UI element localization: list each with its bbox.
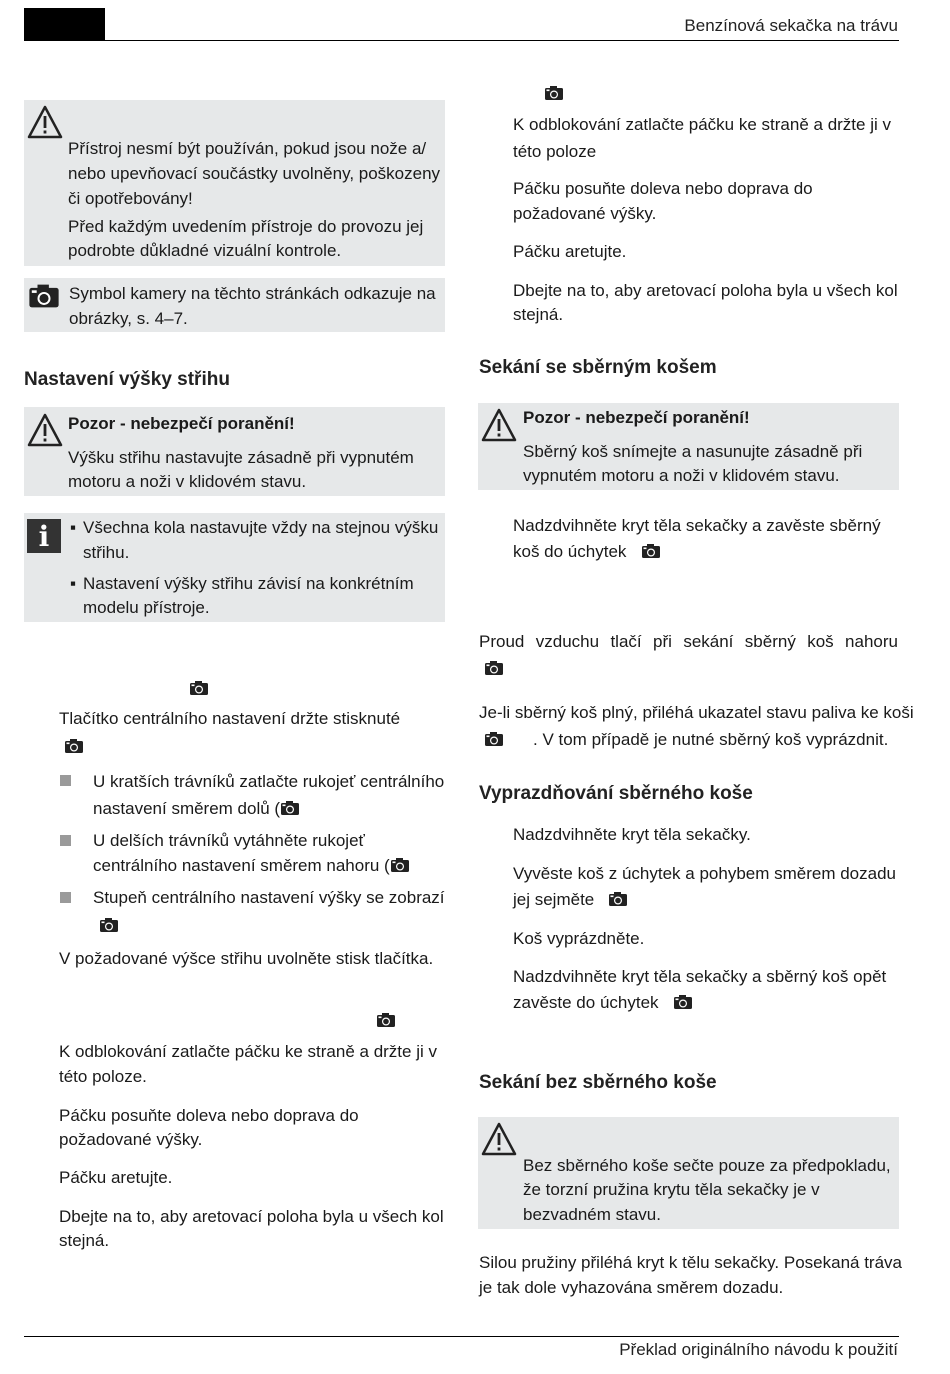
release-text: V požadované výšce střihu uvolněte stisk tlačítka. [59, 949, 434, 968]
page-footer-text: Překlad originálního návodu k použití [619, 1340, 898, 1359]
central-button-text: Tlačítko centrálního nastavení držte stisknuté [59, 709, 401, 728]
list-item-line: U kratších trávníků zatlačte rukojeť centrálního [93, 772, 445, 791]
lever-step-line: K odblokování zatlačte páčku ke straně a držte ji v [513, 115, 891, 134]
header-rule [24, 40, 899, 41]
camera-icon [99, 917, 119, 933]
lever-step-line: Páčku aretujte. [513, 242, 627, 261]
warning-text-line: nebo upevňovací součástky uvolněny, poškozeny [68, 164, 441, 183]
info-bullet: ▪ [70, 574, 77, 593]
section-heading-catcher: Sekání se sběrným košem [479, 357, 717, 378]
info-item-line: Všechna kola nastavujte vždy na stejnou výšku [83, 518, 439, 537]
spring-text-line: Silou pružiny přiléhá kryt k tělu sekačky. Posekaná tráva [479, 1253, 902, 1272]
empty-step-line [513, 991, 693, 1015]
info-item-line: modelu přístroje. [83, 598, 210, 617]
list-item-line: U delších trávníků vytáhněte rukojeť [93, 831, 365, 850]
section-heading-cut-height: Nastavení výšky střihu [24, 369, 230, 390]
warning-text-line: Před každým uvedením přístroje do provozu jej [68, 217, 424, 236]
camera-icon [673, 994, 693, 1010]
info-box [24, 513, 445, 622]
footer-rule [24, 1336, 899, 1337]
warning-text-line: podrobte důkladné vizuální kontrole. [68, 241, 342, 260]
warning-box [24, 407, 445, 496]
airflow-text: Proud vzduchu tlačí při sekání sběrný koš nahoru [479, 632, 898, 651]
warning-box [478, 403, 899, 490]
list-bullet-square [60, 775, 71, 786]
lever-step-line: Páčku aretujte. [59, 1168, 173, 1187]
section-heading-emptying: Vyprazdňování sběrného koše [479, 783, 753, 804]
catcher-full-text: . V tom případě je nutné sběrný koš vyprázdnit. [533, 730, 889, 749]
warning-text-line: Bez sběrného koše sečte pouze za předpokladu, [523, 1156, 891, 1175]
lever-step-line: Dbejte na to, aby aretovací poloha byla u všech kol [513, 281, 898, 300]
list-bullet-square [60, 892, 71, 903]
warning-title: Pozor - nebezpečí poranění! [523, 408, 750, 427]
warning-triangle-icon [481, 1122, 517, 1156]
warning-text-line: Přístroj nesmí být používán, pokud jsou nože a/ [68, 139, 427, 158]
empty-step-line: Koš vyprázdněte. [513, 929, 645, 948]
camera-icon [484, 660, 504, 676]
list-bullet-square [60, 835, 71, 846]
camera-icon [280, 800, 300, 816]
empty-step-text: zavěste do úchytek [513, 993, 659, 1012]
camera-icon [189, 680, 209, 696]
camera-note-box [24, 278, 445, 332]
header-black-tab [24, 8, 105, 40]
empty-step-text: jej sejměte [513, 890, 595, 909]
warning-text-line: bezvadném stavu. [523, 1205, 661, 1224]
warning-text-line: či opotřebovány! [68, 189, 193, 208]
list-item-text: nastavení směrem dolů ( [93, 799, 281, 818]
camera-icon [390, 857, 410, 873]
info-icon: i [27, 519, 61, 553]
lever-step-line: této poloze. [59, 1067, 147, 1086]
empty-step-line: Nadzdvihněte kryt těla sekačky a sběrný koš opět [513, 967, 887, 986]
lever-step-line: Páčku posuňte doleva nebo doprava do [59, 1106, 359, 1125]
warning-text-line: Sběrný koš snímejte a nasunujte zásadně při [523, 442, 863, 461]
warning-text-line: motoru a noži v klidovém stavu. [68, 472, 307, 491]
info-item-line: střihu. [83, 543, 130, 562]
camera-icon [608, 891, 628, 907]
camera-icon [641, 543, 661, 559]
empty-step-line [513, 888, 628, 912]
empty-step-line: Vyvěste koš z úchytek a pohybem směrem dozadu [513, 864, 896, 883]
camera-note-line: Symbol kamery na těchto stránkách odkazuje na [69, 284, 436, 303]
attach-text-line [513, 540, 661, 564]
warning-box [24, 100, 445, 266]
info-bullet: ▪ [70, 518, 77, 537]
lever-step-line: této poloze [513, 142, 597, 161]
camera-note-line: obrázky, s. 4–7. [69, 309, 188, 328]
warning-triangle-icon [481, 408, 517, 442]
page-header-title: Benzínová sekačka na trávu [684, 16, 898, 35]
camera-icon [26, 283, 62, 309]
catcher-full-text: Je-li sběrný koš plný, přiléhá ukazatel stavu paliva ke koši [479, 703, 914, 722]
camera-icon [484, 731, 504, 747]
attach-text: koš do úchytek [513, 542, 627, 561]
lever-step-line: požadované výšky. [513, 204, 657, 223]
lever-step-line: K odblokování zatlačte páčku ke straně a držte ji v [59, 1042, 437, 1061]
list-item-line [93, 797, 300, 821]
lever-step-line: požadované výšky. [59, 1130, 203, 1149]
warning-triangle-icon [27, 105, 63, 139]
camera-icon [376, 1012, 396, 1028]
lever-step-line: stejná. [59, 1231, 110, 1250]
warning-text-line: Výšku střihu nastavujte zásadně při vypnutém [68, 448, 414, 467]
warning-triangle-icon [27, 413, 63, 447]
list-item-text: centrálního nastavení směrem nahoru ( [93, 856, 390, 875]
spring-text-line: je tak dole vyhazována směrem dozadu. [479, 1278, 784, 1297]
attach-text-line: Nadzdvihněte kryt těla sekačky a zavěste sběrný [513, 516, 881, 535]
section-heading-no-catcher: Sekání bez sběrného koše [479, 1072, 717, 1093]
warning-text-line: vypnutém motoru a noži v klidovém stavu. [523, 466, 840, 485]
camera-icon [544, 85, 564, 101]
lever-step-line: Páčku posuňte doleva nebo doprava do [513, 179, 813, 198]
list-item-line: Stupeň centrálního nastavení výšky se zobrazí [93, 888, 445, 907]
warning-title: Pozor - nebezpečí poranění! [68, 414, 295, 433]
camera-icon [64, 738, 84, 754]
lever-step-line: stejná. [513, 305, 564, 324]
empty-step-line: Nadzdvihněte kryt těla sekačky. [513, 825, 751, 844]
list-item-line [93, 854, 410, 878]
warning-text-line: že torzní pružina krytu těla sekačky je v [523, 1180, 820, 1199]
warning-box [478, 1117, 899, 1229]
lever-step-line: Dbejte na to, aby aretovací poloha byla u všech kol [59, 1207, 444, 1226]
info-item-line: Nastavení výšky střihu závisí na konkrétním [83, 574, 414, 593]
